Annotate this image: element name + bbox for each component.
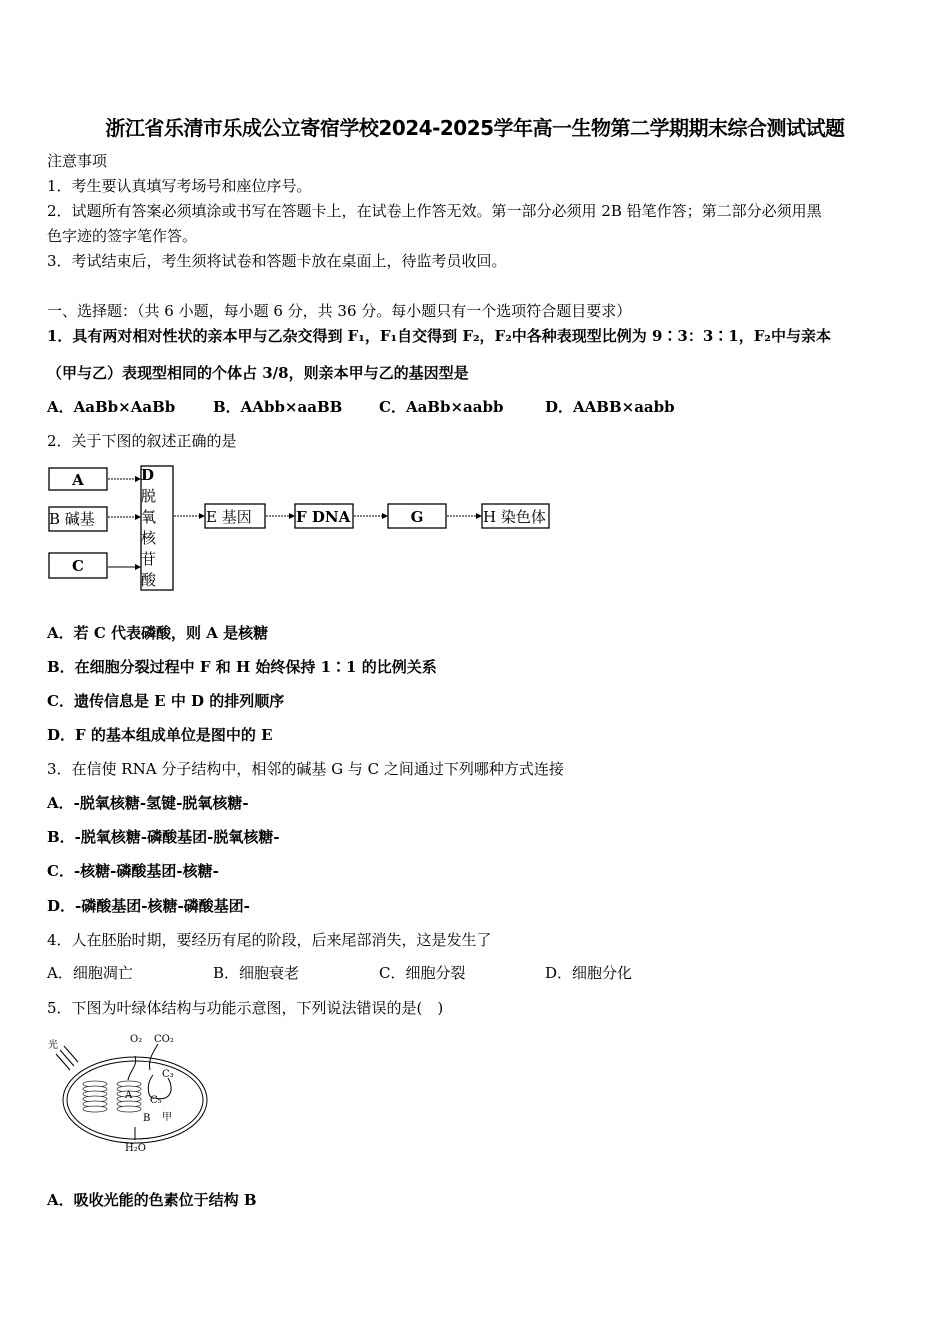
chloroplast-figure xyxy=(40,1030,240,1160)
q1-stem: 1．具有两对相对性状的亲本甲与乙杂交得到 F₁，F₁自交得到 F₂，F₂中各种表现型比例为 9∶3：3∶1，F₂中与亲本 xyxy=(47,327,831,345)
c5-label: C₅ xyxy=(150,1095,162,1106)
q5-stem: 5．下图为叶绿体结构与功能示意图，下列说法错误的是( ) xyxy=(47,999,444,1017)
page-title: 浙江省乐清市乐成公立寄宿学校2024-2025学年高一生物第二学期期末综合测试试题 xyxy=(105,116,845,140)
q2-option-d[interactable]: D．F 的基本组成单位是图中的 E xyxy=(47,726,273,744)
q4-option-c[interactable]: C．细胞分裂 xyxy=(379,964,466,982)
structure-b-label: B xyxy=(143,1113,151,1124)
q1-stem-cont: （甲与乙）表现型相同的个体占 3/8，则亲本甲与乙的基因型是 xyxy=(47,364,469,382)
h2o-label: H₂O xyxy=(125,1143,146,1154)
q3-option-b[interactable]: B．-脱氧核糖-磷酸基团-脱氧核糖- xyxy=(47,828,280,846)
notice-item: 3．考试结束后，考生须将试卷和答题卡放在桌面上，待监考员收回。 xyxy=(47,252,507,270)
q1-option-d[interactable]: D．AABB×aabb xyxy=(545,398,675,416)
q5-option-a[interactable]: A．吸收光能的色素位于结构 B xyxy=(47,1191,257,1209)
q3-option-a[interactable]: A．-脱氧核糖-氢键-脱氧核糖- xyxy=(47,794,249,812)
node-d-char: 酸 xyxy=(141,571,157,589)
light-label: 光 xyxy=(48,1040,58,1051)
node-b: B 碱基 xyxy=(49,510,95,528)
node-h: H 染色体 xyxy=(483,508,546,526)
notice-item: 2．试题所有答案必须填涂或书写在答题卡上，在试卷上作答无效。第一部分必须用 2B 铅笔作答；第二部分必须用黑 xyxy=(47,202,822,220)
c3-label: C₃ xyxy=(162,1069,174,1080)
jia-label: 甲 xyxy=(162,1112,172,1123)
q4-option-b[interactable]: B．细胞衰老 xyxy=(213,964,300,982)
q3-option-d[interactable]: D．-磷酸基团-核糖-磷酸基团- xyxy=(47,897,250,915)
notice-heading: 注意事项 xyxy=(47,152,108,170)
q4-stem: 4．人在胚胎时期，要经历有尾的阶段，后来尾部消失，这是发生了 xyxy=(47,931,492,949)
node-e: E 基因 xyxy=(206,508,252,526)
q1-option-a[interactable]: A．AaBb×AaBb xyxy=(47,398,176,416)
q2-option-c[interactable]: C．遗传信息是 E 中 D 的排列顺序 xyxy=(47,692,285,710)
section-heading: 一、选择题：（共 6 小题，每小题 6 分，共 36 分。每小题只有一个选项符合题目要求） xyxy=(47,302,632,320)
node-f: F DNA xyxy=(296,508,351,526)
node-c: C xyxy=(72,557,84,575)
node-d-char: 氧 xyxy=(141,508,157,526)
q2-option-b[interactable]: B．在细胞分裂过程中 F 和 H 始终保持 1∶1 的比例关系 xyxy=(47,658,437,676)
q1-option-b[interactable]: B．AAbb×aaBB xyxy=(213,398,343,416)
co2-label: CO₂ xyxy=(154,1034,174,1045)
o2-label: O₂ xyxy=(130,1034,143,1045)
q3-option-c[interactable]: C．-核糖-磷酸基团-核糖- xyxy=(47,862,219,880)
q3-stem: 3．在信使 RNA 分子结构中，相邻的碱基 G 与 C 之间通过下列哪种方式连接 xyxy=(47,760,564,778)
q4-options xyxy=(47,963,711,983)
q2-stem: 2．关于下图的叙述正确的是 xyxy=(47,432,237,450)
q2-option-a[interactable]: A．若 C 代表磷酸，则 A 是核糖 xyxy=(47,624,269,642)
node-d-char: D xyxy=(141,466,155,484)
q2-flow-diagram xyxy=(40,460,560,595)
node-a: A xyxy=(72,471,84,489)
node-g: G xyxy=(410,508,424,526)
node-d-char: 核 xyxy=(141,529,157,547)
q1-option-c[interactable]: C．AaBb×aabb xyxy=(379,398,504,416)
node-d xyxy=(141,466,157,589)
notice-item: 色字迹的签字笔作答。 xyxy=(47,227,198,245)
q1-options xyxy=(47,397,711,417)
node-d-char: 脱 xyxy=(141,487,157,505)
node-d-char: 苷 xyxy=(141,550,157,568)
q4-option-a[interactable]: A．细胞凋亡 xyxy=(47,964,133,982)
q4-option-d[interactable]: D．细胞分化 xyxy=(545,964,633,982)
notice-item: 1．考生要认真填写考场号和座位序号。 xyxy=(47,177,312,195)
structure-a-label: A xyxy=(125,1090,133,1101)
